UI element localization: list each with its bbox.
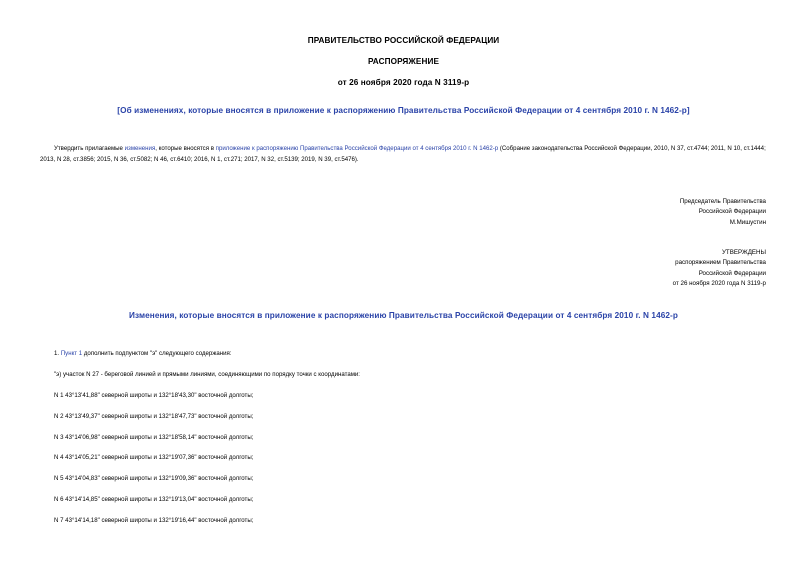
coordinate-item: N 2 43°13'49,37" северной широты и 132°18'47,73" восточной долготы; [54,413,254,420]
intro-text-1: Утвердить прилагаемые [54,145,125,152]
coordinate-item: N 1 43°13'41,88" северной широты и 132°18'43,30" восточной долготы; [54,392,254,399]
approved-org: Российской Федерации [698,269,766,277]
intro-paragraph [40,143,778,165]
intro-text-2: , которые вносятся в [155,145,216,152]
org-title: ПРАВИТЕЛЬСТВО РОССИЙСКОЙ ФЕДЕРАЦИИ [307,36,500,45]
changes-heading-prefix: Изменения, которые вносятся в [129,311,265,320]
approved-date: от 26 ноября 2020 года N 3119-р [672,280,766,288]
section-intro: "э) участок N 27 - береговой линией и прямыми линиями, соединяющими по порядку точки с координатами: [54,371,361,378]
document-heading [0,106,807,115]
approved-by: распоряжением Правительства [675,259,766,267]
changes-heading [0,311,807,320]
point-1-link[interactable]: Пункт 1 [60,350,83,357]
approved-block [673,248,766,290]
coordinate-item: N 7 43°14'14,18" северной широты и 132°19'16,44" восточной долготы; [54,517,254,524]
signature-block [680,197,766,228]
coordinate-item: N 3 43°14'06,98" северной широты и 132°18'58,14" восточной долготы; [54,434,254,441]
signature-name: М.Мишустин [729,218,766,226]
coordinate-item: N 4 43°14'05,21" северной широты и 132°19'07,36" восточной долготы; [54,454,254,461]
point-1-text: дополнить подпунктом "э" следующего содержания: [82,350,232,357]
heading-link[interactable]: приложение к распоряжению Правительства Российской Федерации от 4 сентября 2010 г. N 1462-р [273,106,687,115]
heading-open-text: [Об изменениях, которые вносятся в [117,106,274,115]
doc-type-title: РАСПОРЯЖЕНИЕ [367,57,440,66]
coordinate-item: N 6 43°14'14,85" северной широты и 132°19'13,04" восточной долготы; [54,496,254,503]
point-1-number: 1. [54,350,61,357]
changes-heading-link[interactable]: приложение к распоряжению Правительства Российской Федерации от 4 сентября 2010 г. N 1462-р [264,311,678,320]
signature-position: Председатель Правительства [679,198,766,205]
intro-link-changes[interactable]: изменения [124,145,156,152]
heading-close-text: ] [686,106,690,115]
point-1 [54,350,232,357]
doc-date-number: от 26 ноября 2020 года N 3119-р [337,78,470,87]
intro-text-3: (Собрание законодательства Российской Федерации, 2010, N 37, ст.4744; 2011, N 10, ст.1444; 2013, N 28, ст.3856; 2015, N 36, ст.5082; N 46, ст.6410; 2016, N 1, ст.271; 2017, N 32, ст.5139; 2019, N 39, ст.5476). [40,145,766,163]
intro-link-appendix[interactable]: приложение к распоряжению Правительства Российской Федерации от 4 сентября 2010 г. N 1462-р [215,145,499,152]
coordinate-item: N 5 43°14'04,83" северной широты и 132°19'09,36" восточной долготы; [54,475,254,482]
signature-org: Российской Федерации [698,208,766,216]
approved-label: УТВЕРЖДЕНЫ [722,249,766,256]
